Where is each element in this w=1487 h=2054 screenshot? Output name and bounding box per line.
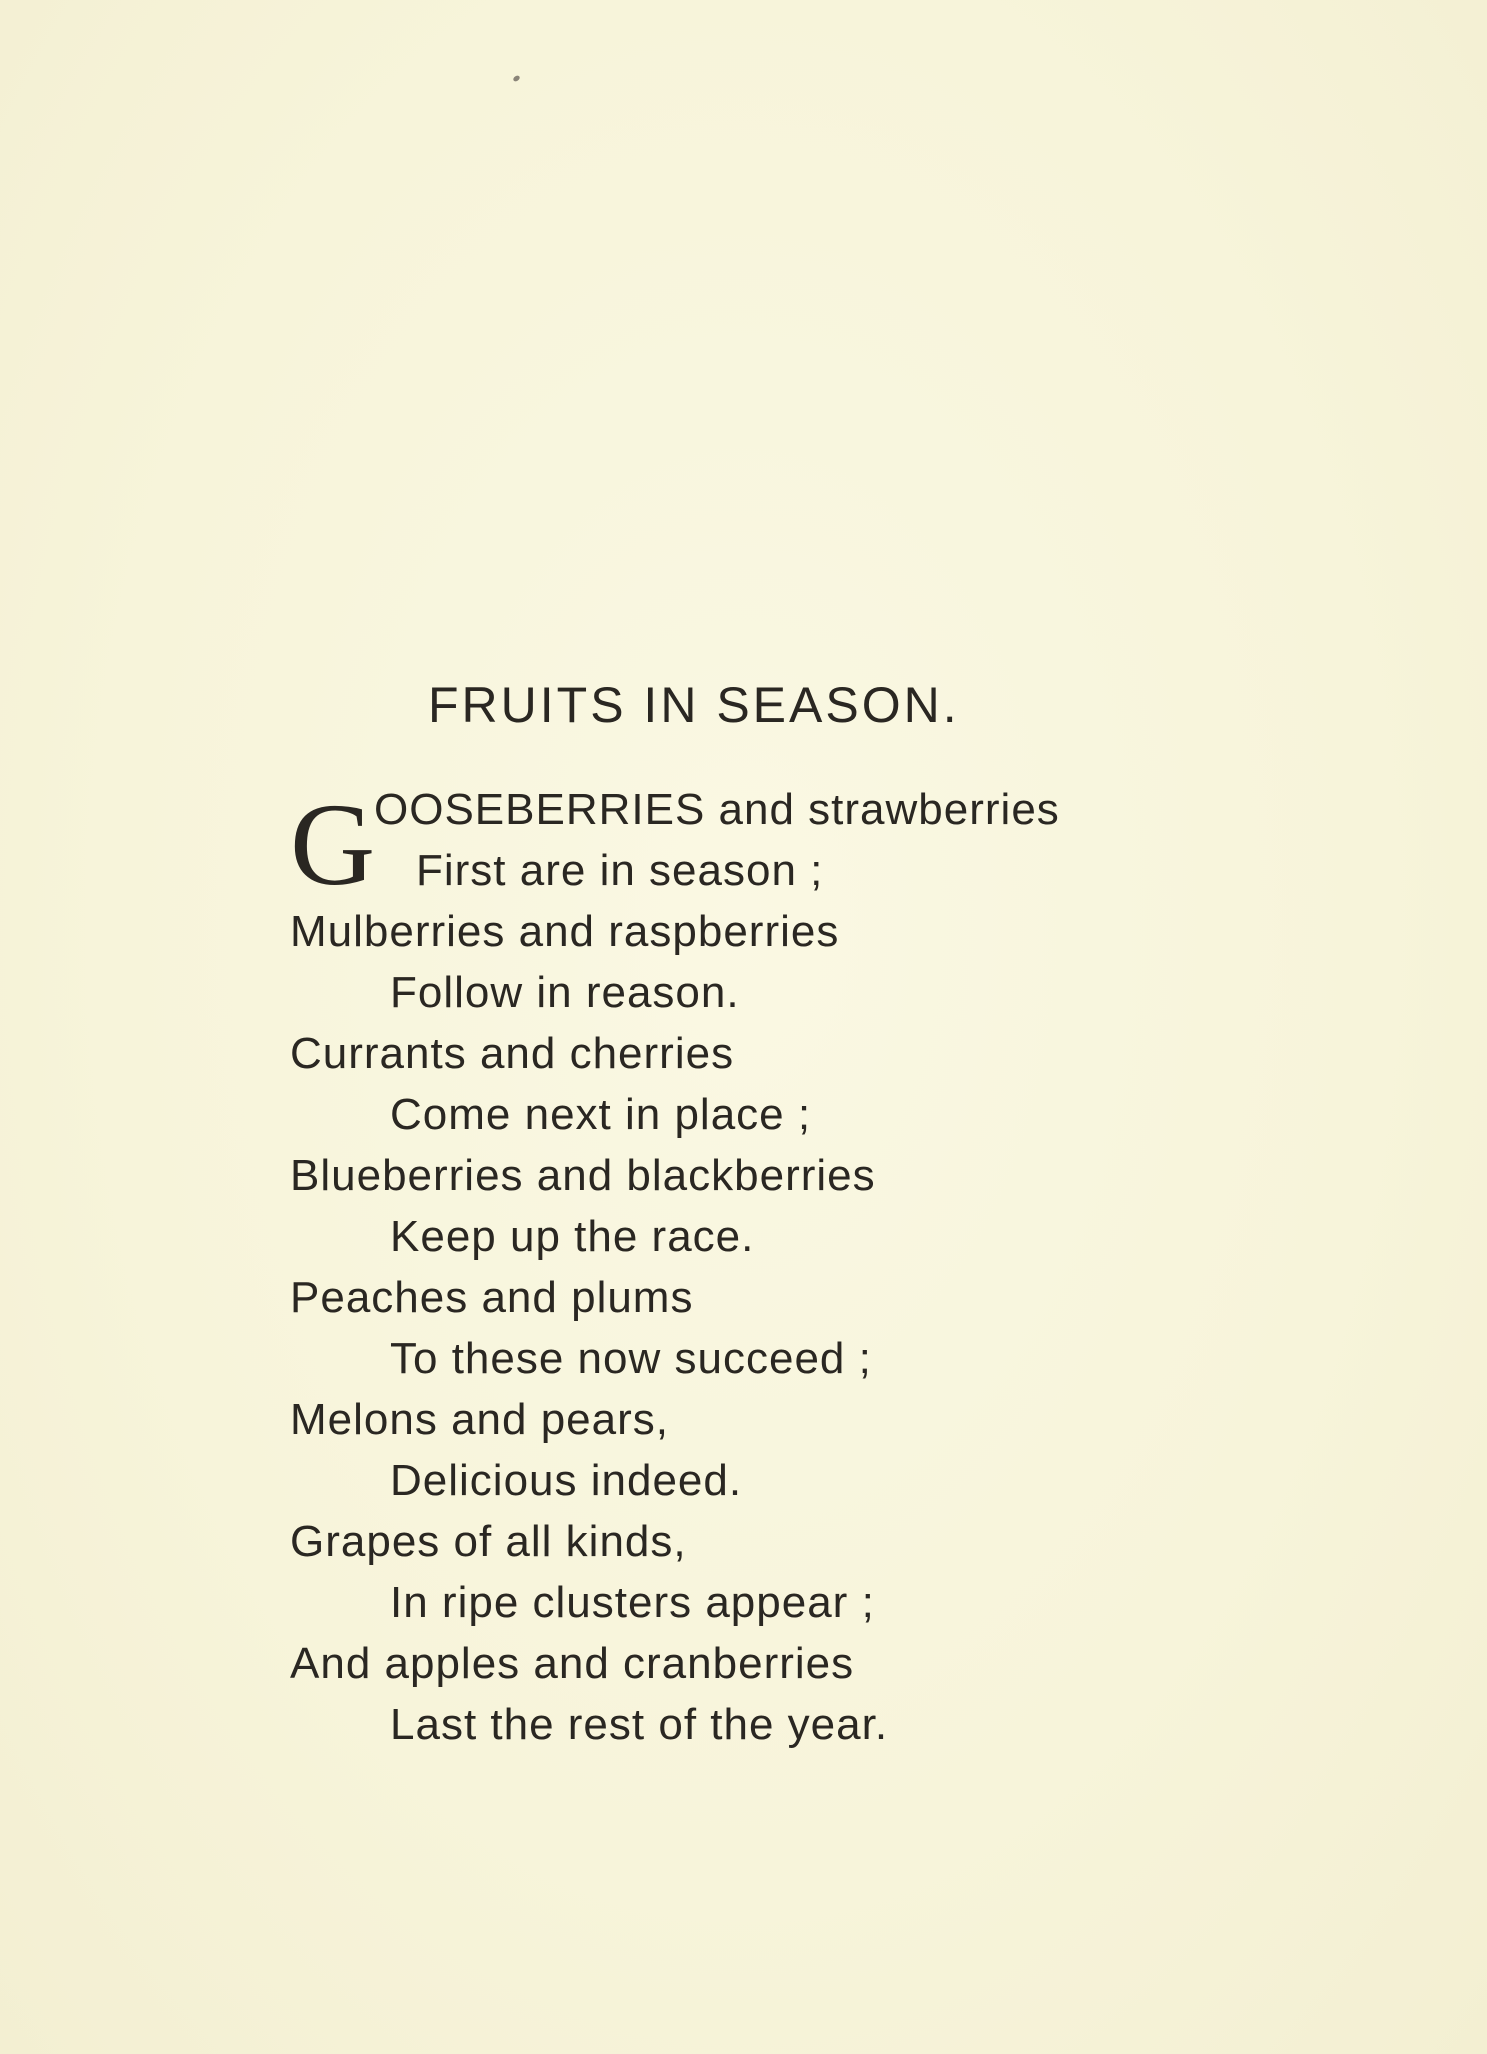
poem-line: Come next in place ;	[390, 1090, 812, 1139]
poem-line: Last the rest of the year.	[390, 1700, 889, 1749]
poem-line: Mulberries and raspberries	[290, 907, 840, 956]
poem-line: First are in season ;	[416, 846, 824, 895]
poem-line: OOSEBERRIES and strawberries	[374, 785, 1060, 834]
drop-cap: G	[290, 779, 376, 910]
poem-line: Follow in reason.	[390, 968, 740, 1017]
poem-line: Melons and pears,	[290, 1395, 669, 1444]
ink-speck	[512, 74, 521, 82]
poem-line: Keep up the race.	[390, 1212, 755, 1261]
poem-line: In ripe clusters appear ;	[390, 1578, 875, 1627]
poem-line: And apples and cranberries	[290, 1639, 855, 1688]
poem-title: FRUITS IN SEASON.	[428, 677, 960, 733]
poem-line: To these now succeed ;	[390, 1334, 872, 1383]
poem-line: Grapes of all kinds,	[290, 1517, 687, 1566]
poem-line: Delicious indeed.	[390, 1456, 743, 1505]
poem-line: Blueberries and blackberries	[290, 1151, 876, 1200]
poem-line: Peaches and plums	[290, 1273, 694, 1322]
poem-line: Currants and cherries	[290, 1029, 735, 1078]
